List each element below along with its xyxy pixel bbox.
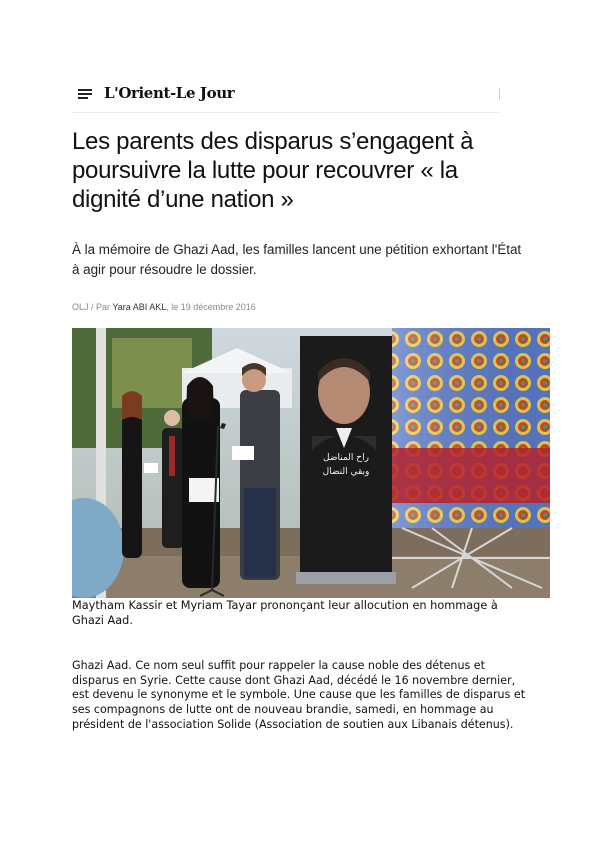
banner-line-1: راح المناضل: [323, 453, 369, 463]
site-logo[interactable]: L'Orient-Le Jour: [104, 84, 235, 102]
header-divider: [499, 88, 500, 100]
banner-line-2: وبقي النضال: [322, 467, 370, 477]
photo-caption: Maytham Kassir et Myriam Tayar prononçant leur allocution en hommage à Ghazi Aad.: [72, 599, 498, 627]
site-header: [72, 78, 500, 113]
hamburger-menu-icon[interactable]: [78, 89, 92, 99]
article-lede: À la mémoire de Ghazi Aad, les familles lancent une pétition exhortant l'État à agir pour résoudre le dossier.: [72, 242, 522, 277]
article-body: Ghazi Aad. Ce nom seul suffit pour rappeler la cause noble des détenus et disparus en Syrie. Cette cause dont Ghazi Aad, décédé le 16 novembre dernier, est devenu le synonyme et le symbole. Une cause que les familles de disparus et ses compagnons de lutte ont de nouveau brandie, samedi, en hommage au président de l'association Solide (Association de soutien aux Libanais détenus).: [72, 659, 526, 731]
byline-date: , le 19 décembre 2016: [166, 302, 256, 312]
article-photo: [72, 328, 550, 598]
article-byline: [72, 302, 256, 312]
byline-author[interactable]: Yara ABI AKL: [112, 302, 167, 312]
byline-prefix: OLJ / Par: [72, 302, 113, 312]
article-headline: Les parents des disparus s’engagent à poursuivre la lutte pour recouvrer « la dignité d’une nation »: [72, 128, 474, 213]
